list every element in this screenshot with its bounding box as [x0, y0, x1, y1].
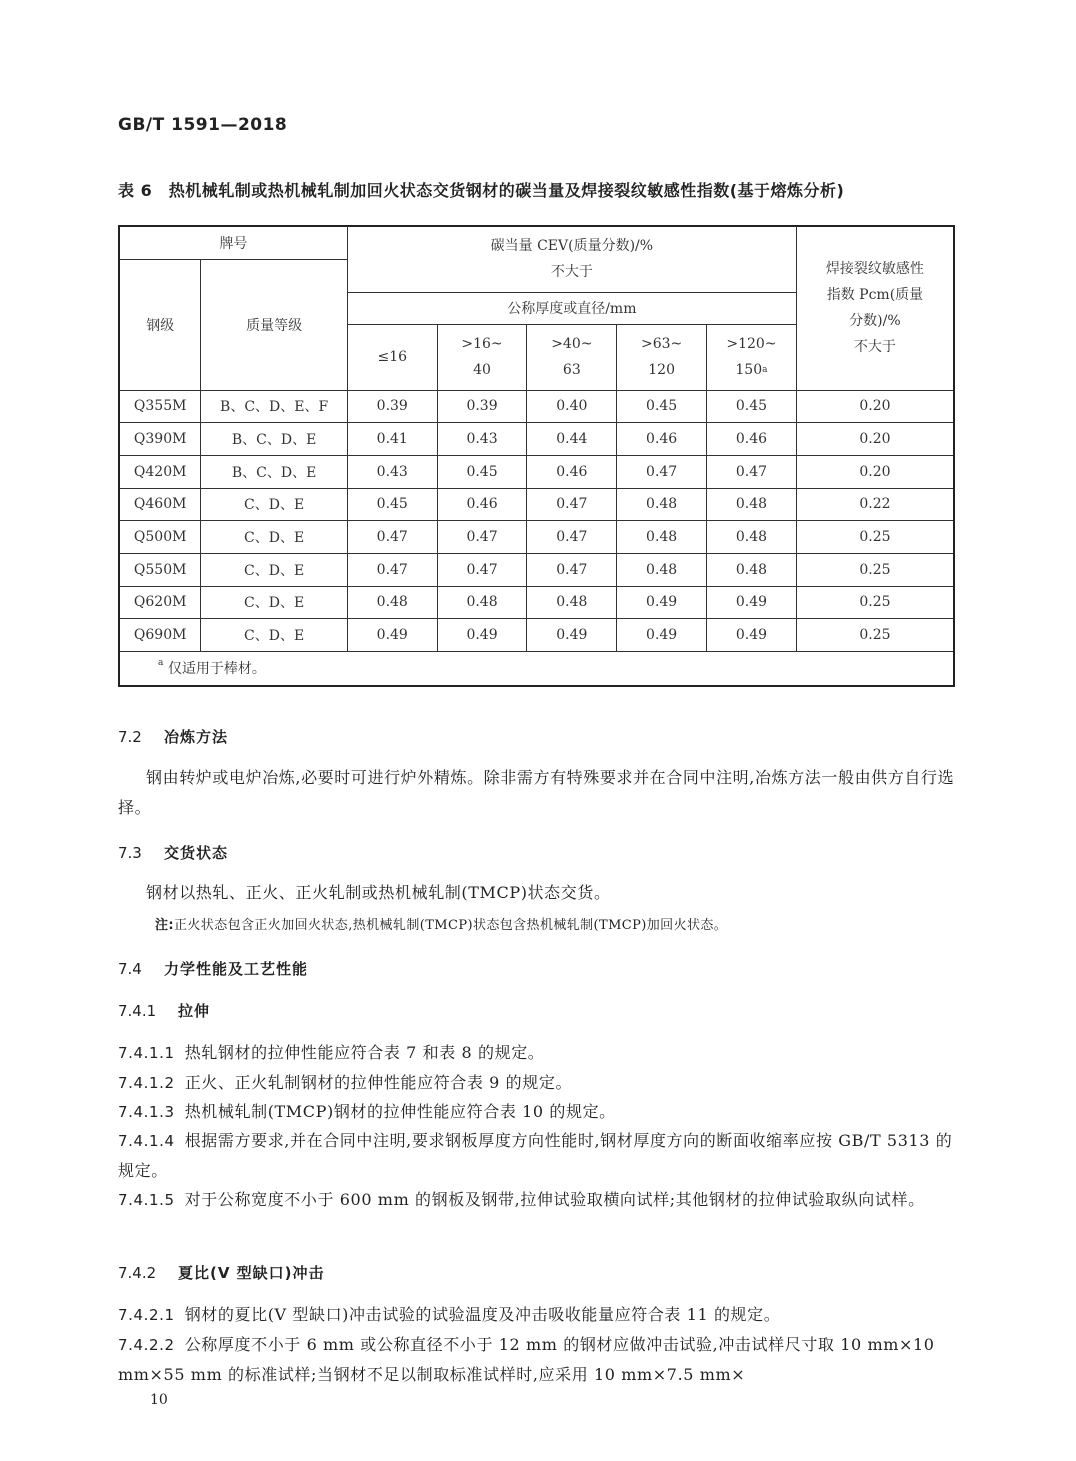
table-cell: Q460M	[119, 488, 201, 521]
item-7-4-1-5	[118, 1185, 956, 1215]
table-cell: 0.47	[347, 553, 437, 586]
table-cell: 0.49	[617, 619, 707, 652]
table-row	[119, 586, 954, 619]
header-t5	[707, 324, 797, 390]
note-7-3	[155, 914, 727, 933]
table-cell: 0.47	[527, 488, 617, 521]
item-text: 钢材的夏比(V 型缺口)冲击试验的试验温度及冲击吸收能量应符合表 11 的规定。	[184, 1305, 781, 1324]
header-t1: ≤16	[347, 324, 437, 390]
data-table	[118, 225, 955, 687]
table-cell: Q500M	[119, 521, 201, 554]
table-cell: C、D、E	[201, 488, 348, 521]
table-cell: 0.39	[437, 390, 527, 423]
table-cell: 0.48	[437, 586, 527, 619]
table-cell: 0.43	[347, 455, 437, 488]
document-header: GB/T 1591—2018	[118, 115, 288, 135]
table-cell: 0.45	[707, 390, 797, 423]
table-cell: Q550M	[119, 553, 201, 586]
header-cev-sub: 不大于	[550, 264, 593, 281]
section-title: 冶炼方法	[164, 728, 229, 746]
header-pcm-4: 不大于	[853, 339, 896, 356]
header-t4-b: 120	[648, 362, 675, 378]
header-t5-a: >120~	[726, 336, 777, 352]
table-body	[119, 390, 954, 652]
section-number: 7.4	[118, 960, 142, 978]
table-row	[119, 553, 954, 586]
table-cell: 0.40	[527, 390, 617, 423]
table-row	[119, 390, 954, 423]
table-cell: 0.39	[347, 390, 437, 423]
table-cell: 0.47	[527, 521, 617, 554]
paragraph-7-3	[118, 878, 956, 908]
table-cell: 0.46	[707, 423, 797, 456]
item-text: 热轧钢材的拉伸性能应符合表 7 和表 8 的规定。	[184, 1043, 545, 1062]
table-cell: Q690M	[119, 619, 201, 652]
table-cell: 0.25	[796, 553, 954, 586]
paragraph-text: 钢材以热轧、正火、正火轧制或热机械轧制(TMCP)状态交货。	[146, 883, 611, 902]
table-cell: 0.46	[527, 455, 617, 488]
item-7-4-2-2	[118, 1330, 956, 1390]
table-cell: 0.48	[707, 553, 797, 586]
header-cev-label: 碳当量 CEV(质量分数)/%	[490, 238, 654, 255]
header-t2-a: >16~	[461, 336, 503, 352]
table-cell: Q420M	[119, 455, 201, 488]
page-number: 10	[150, 1392, 168, 1408]
header-grade: 牌号	[119, 226, 347, 259]
item-text: 对于公称宽度不小于 600 mm 的钢板及钢带,拉伸试验取横向试样;其他钢材的拉伸试验取纵向试样。	[184, 1190, 925, 1209]
section-title: 拉伸	[178, 1002, 211, 1020]
item-number: 7.4.1.5	[118, 1191, 175, 1209]
section-7-3	[118, 842, 228, 863]
header-pcm-3: 分数)/%	[849, 313, 901, 330]
table-cell: 0.49	[707, 619, 797, 652]
header-t5-b	[707, 357, 796, 383]
table-cell: 0.48	[347, 586, 437, 619]
item-number: 7.4.1.1	[118, 1044, 175, 1062]
table-cell: 0.47	[617, 455, 707, 488]
table-cell: 0.44	[527, 423, 617, 456]
header-pcm	[796, 226, 954, 390]
item-7-4-1-3	[118, 1097, 956, 1127]
section-7-4	[118, 958, 308, 979]
table-cell: 0.49	[437, 619, 527, 652]
table-row	[119, 619, 954, 652]
table-cell: 0.49	[617, 586, 707, 619]
table-cell: 0.49	[527, 619, 617, 652]
footnote-text: 仅适用于棒材。	[167, 661, 266, 678]
item-7-4-1-4	[118, 1126, 956, 1186]
item-7-4-1-1	[118, 1038, 956, 1068]
table-cell: 0.47	[437, 553, 527, 586]
section-7-4-2	[118, 1262, 325, 1283]
section-number: 7.3	[118, 844, 142, 862]
section-7-4-1	[118, 1000, 210, 1021]
table-cell: 0.48	[707, 521, 797, 554]
header-pcm-1: 焊接裂纹敏感性	[825, 261, 924, 278]
table-cell: C、D、E	[201, 521, 348, 554]
section-number: 7.4.1	[118, 1002, 157, 1020]
header-t3-a: >40~	[551, 336, 593, 352]
table-cell: Q390M	[119, 423, 201, 456]
footnote-mark: a	[158, 658, 164, 669]
table-cell: 0.25	[796, 619, 954, 652]
table-cell: 0.20	[796, 423, 954, 456]
table-cell: 0.46	[617, 423, 707, 456]
header-t2-b: 40	[473, 362, 491, 378]
note-label: 注:	[155, 918, 174, 933]
footnote-marker: a	[762, 365, 768, 375]
section-title: 夏比(V 型缺口)冲击	[178, 1264, 325, 1282]
table-cell: C、D、E	[201, 619, 348, 652]
item-number: 7.4.1.2	[118, 1074, 175, 1092]
table-cell: 0.49	[707, 586, 797, 619]
table-cell: 0.49	[347, 619, 437, 652]
table-cell: B、C、D、E	[201, 455, 348, 488]
table-cell: B、C、D、E	[201, 423, 348, 456]
item-7-4-1-2	[118, 1068, 956, 1098]
table-cell: Q620M	[119, 586, 201, 619]
table-footnote	[119, 652, 954, 686]
table-cell: 0.47	[527, 553, 617, 586]
header-t4-a: >63~	[640, 336, 683, 352]
header-pcm-2: 指数 Pcm(质量	[826, 287, 924, 304]
table-cell: 0.25	[796, 586, 954, 619]
paragraph-text: 钢由转炉或电炉冶炼,必要时可进行炉外精炼。除非需方有特殊要求并在合同中注明,冶炼方法一般由供方自行选择。	[118, 768, 955, 817]
item-number: 7.4.1.3	[118, 1103, 175, 1121]
table-cell: 0.45	[347, 488, 437, 521]
item-7-4-2-1	[118, 1300, 956, 1330]
note-text: 正火状态包含正火加回火状态,热机械轧制(TMCP)状态包含热机械轧制(TMCP)加回火状态。	[174, 918, 728, 933]
item-text: 正火、正火轧制钢材的拉伸性能应符合表 9 的规定。	[184, 1073, 573, 1092]
table-cell: 0.48	[617, 553, 707, 586]
section-number: 7.4.2	[118, 1264, 157, 1282]
header-t4	[617, 324, 707, 390]
table-caption: 表 6 热机械轧制或热机械轧制加回火状态交货钢材的碳当量及焊接裂纹敏感性指数(基于熔炼分析)	[118, 181, 845, 200]
header-steel: 钢级	[119, 259, 201, 390]
header-cev	[347, 226, 796, 292]
table-cell: 0.20	[796, 455, 954, 488]
paragraph-7-2	[118, 763, 956, 823]
table-cell: 0.48	[617, 521, 707, 554]
table-row	[119, 455, 954, 488]
table-cell: C、D、E	[201, 553, 348, 586]
section-title: 交货状态	[164, 844, 229, 862]
header-t3	[527, 324, 617, 390]
table-cell: C、D、E	[201, 586, 348, 619]
table-cell: 0.47	[347, 521, 437, 554]
table-cell: 0.45	[437, 455, 527, 488]
table-cell: 0.48	[707, 488, 797, 521]
header-t2	[437, 324, 527, 390]
table-cell: 0.22	[796, 488, 954, 521]
item-text: 公称厚度不小于 6 mm 或公称直径不小于 12 mm 的钢材应做冲击试验,冲击试样尺寸取 10 mm×10 mm×55 mm 的标准试样;当钢材不足以制取标准试样时,应采用 10 mm×7.5 mm×	[118, 1335, 935, 1384]
table-cell: 0.20	[796, 390, 954, 423]
table-cell: Q355M	[119, 390, 201, 423]
table-row	[119, 488, 954, 521]
header-quality: 质量等级	[201, 259, 348, 390]
table-cell: 0.41	[347, 423, 437, 456]
table-cell: 0.48	[617, 488, 707, 521]
table-cell: 0.25	[796, 521, 954, 554]
header-t3-b: 63	[562, 362, 581, 378]
table-row	[119, 423, 954, 456]
item-number: 7.4.1.4	[118, 1132, 175, 1150]
table-cell: B、C、D、E、F	[201, 390, 348, 423]
item-text: 根据需方要求,并在合同中注明,要求钢板厚度方向性能时,钢材厚度方向的断面收缩率应按 GB/T 5313 的规定。	[118, 1131, 953, 1180]
table-cell: 0.43	[437, 423, 527, 456]
table-cell: 0.47	[437, 521, 527, 554]
table-cell: 0.46	[437, 488, 527, 521]
table-cell: 0.48	[527, 586, 617, 619]
header-t5-b-text: 150	[735, 362, 763, 378]
item-text: 热机械轧制(TMCP)钢材的拉伸性能应符合表 10 的规定。	[184, 1102, 616, 1121]
table-row	[119, 521, 954, 554]
section-7-2	[118, 726, 228, 747]
table-cell: 0.47	[707, 455, 797, 488]
header-thickness: 公称厚度或直径/mm	[347, 292, 796, 324]
item-number: 7.4.2.1	[118, 1306, 175, 1324]
section-title: 力学性能及工艺性能	[164, 960, 309, 978]
table-cell: 0.45	[617, 390, 707, 423]
item-number: 7.4.2.2	[118, 1336, 175, 1354]
section-number: 7.2	[118, 728, 142, 746]
